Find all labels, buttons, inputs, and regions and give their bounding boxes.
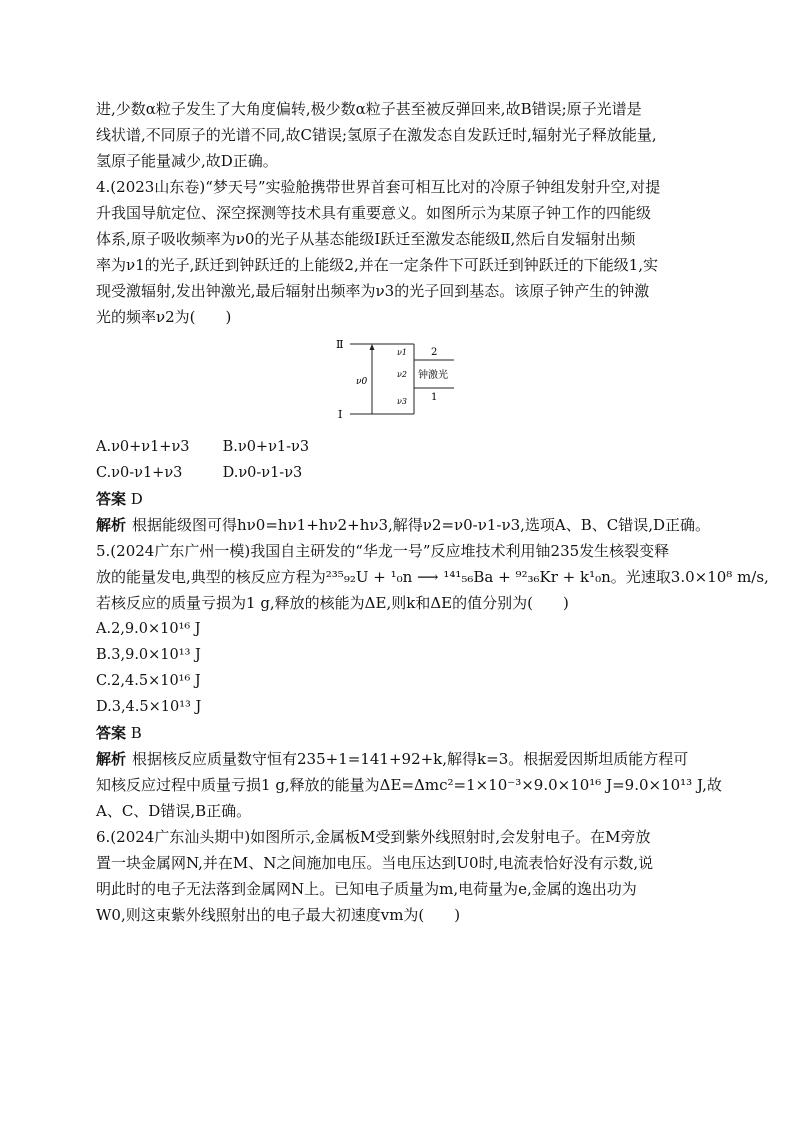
question-text: 升我国导航定位、深空探测等技术具有重要意义。如图所示为某原子钟工作的四能级 bbox=[96, 204, 652, 222]
question-4 bbox=[96, 174, 711, 538]
analysis-text: 根据能级图可得hν0=hν1+hν2+hν3,解得ν2=ν0-ν1-ν3,选项A、B、C错误,D正确。 bbox=[132, 516, 711, 534]
clock-laser-label: 钟激光 bbox=[418, 370, 448, 381]
option-b[interactable]: B.3,9.0×10¹³ J bbox=[96, 647, 201, 663]
answer-line bbox=[96, 486, 700, 512]
question-text: 6.(2024广东汕头期中)如图所示,金属板M受到紫外线照射时,会发射电子。在M旁放 bbox=[96, 828, 651, 846]
question-text: 现受激辐射,发出钟激光,最后辐射出频率为ν3的光子回到基态。该原子钟产生的钟激 bbox=[96, 282, 650, 300]
answer-label: 答案 bbox=[96, 724, 127, 742]
options-row bbox=[96, 434, 700, 460]
text-line: 进,少数α粒子发生了大角度偏转,极少数α粒子甚至被反弹回来,故B错误;原子光谱是 bbox=[96, 100, 642, 118]
option-b[interactable]: B.ν0+ν1-ν3 bbox=[222, 439, 310, 455]
energy-level-figure bbox=[334, 336, 464, 422]
answer-line bbox=[96, 720, 700, 746]
option-d[interactable]: D.ν0-ν1-ν3 bbox=[222, 465, 303, 481]
text-line: 氢原子能量减少,故D正确。 bbox=[96, 152, 278, 170]
question-text-part: 放的能量发电,典型的核反应方程为 bbox=[96, 568, 326, 586]
question-text-part: 。光速取3.0×10⁸ m/s, bbox=[610, 568, 769, 586]
level-2-label: 2 bbox=[431, 347, 438, 358]
nu0-arrowhead bbox=[370, 344, 375, 350]
option-c[interactable]: C.ν0-ν1+ν3 bbox=[96, 465, 183, 481]
question-text: 若核反应的质量亏损为1 g,释放的核能为ΔE,则k和ΔE的值分别为( ) bbox=[96, 594, 569, 612]
nuclear-equation: ²³⁵₉₂U + ¹₀n ⟶ ¹⁴¹₅₆Ba + ⁹²₃₆Kr + k¹₀n bbox=[325, 568, 611, 586]
question-text: 4.(2023山东卷)“梦天号”实验舱携带世界首套可相互比对的冷原子钟组发射升空,对提 bbox=[96, 178, 661, 196]
analysis-line: A、C、D错误,B正确。 bbox=[96, 802, 252, 820]
energy-level-diagram bbox=[96, 336, 700, 432]
analysis-text: 根据核反应质量数守恒有235+1=141+92+k,解得k=3。根据爱因斯坦质能方程可 bbox=[132, 750, 689, 768]
nu3-label: ν3 bbox=[397, 397, 407, 406]
question-text: 5.(2024广东广州一模)我国自主研发的“华龙一号”反应堆技术利用铀235发生核裂变释 bbox=[96, 542, 670, 560]
analysis-line bbox=[96, 746, 700, 772]
analysis-label: 解析 bbox=[96, 750, 127, 768]
analysis-label: 解析 bbox=[96, 516, 127, 534]
option-c[interactable]: C.2,4.5×10¹⁶ J bbox=[96, 673, 201, 689]
option-d[interactable]: D.3,4.5×10¹³ J bbox=[96, 699, 202, 715]
question-text bbox=[96, 564, 769, 590]
question-text: 光的频率ν2为( ) bbox=[96, 308, 232, 326]
previous-analysis bbox=[96, 96, 700, 174]
level-i-label: Ⅰ bbox=[338, 408, 343, 421]
level-1-label: 1 bbox=[431, 392, 438, 403]
nu0-label: ν0 bbox=[356, 377, 368, 387]
question-5 bbox=[96, 538, 769, 824]
options-row bbox=[96, 460, 700, 486]
nu2-label: ν2 bbox=[397, 370, 407, 379]
question-text: 体系,原子吸收频率为ν0的光子从基态能级Ⅰ跃迁至激发态能级Ⅱ,然后自发辐射出频 bbox=[96, 230, 636, 248]
option-a[interactable]: A.ν0+ν1+ν3 bbox=[96, 439, 190, 455]
question-text: 明此时的电子无法落到金属网N上。已知电子质量为m,电荷量为e,金属的逸出功为 bbox=[96, 880, 637, 898]
answer-value: B bbox=[130, 724, 142, 742]
analysis-line: 知核反应过程中质量亏损1 g,释放的能量为ΔE=Δmc²=1×10⁻³×9.0×10¹⁶ J=9.0×10¹³ J,故 bbox=[96, 776, 722, 794]
answer-label: 答案 bbox=[96, 490, 127, 508]
answer-value: D bbox=[130, 490, 143, 508]
question-text: 置一块金属网N,并在M、N之间施加电压。当电压达到U0时,电流表恰好没有示数,说 bbox=[96, 854, 654, 872]
level-ii-label: Ⅱ bbox=[336, 338, 344, 351]
text-line: 线状谱,不同原子的光谱不同,故C错误;氢原子在激发态自发跃迁时,辐射光子释放能量, bbox=[96, 126, 657, 144]
option-a[interactable]: A.2,9.0×10¹⁶ J bbox=[96, 621, 201, 637]
nu1-label: ν1 bbox=[397, 348, 407, 357]
question-6 bbox=[96, 824, 700, 928]
question-text: W0,则这束紫外线照射出的电子最大初速度vm为( ) bbox=[96, 906, 461, 924]
exam-page bbox=[96, 96, 769, 928]
question-text: 率为ν1的光子,跃迁到钟跃迁的上能级2,并在一定条件下可跃迁到钟跃迁的下能级1,实 bbox=[96, 256, 659, 274]
analysis-line bbox=[96, 512, 711, 538]
